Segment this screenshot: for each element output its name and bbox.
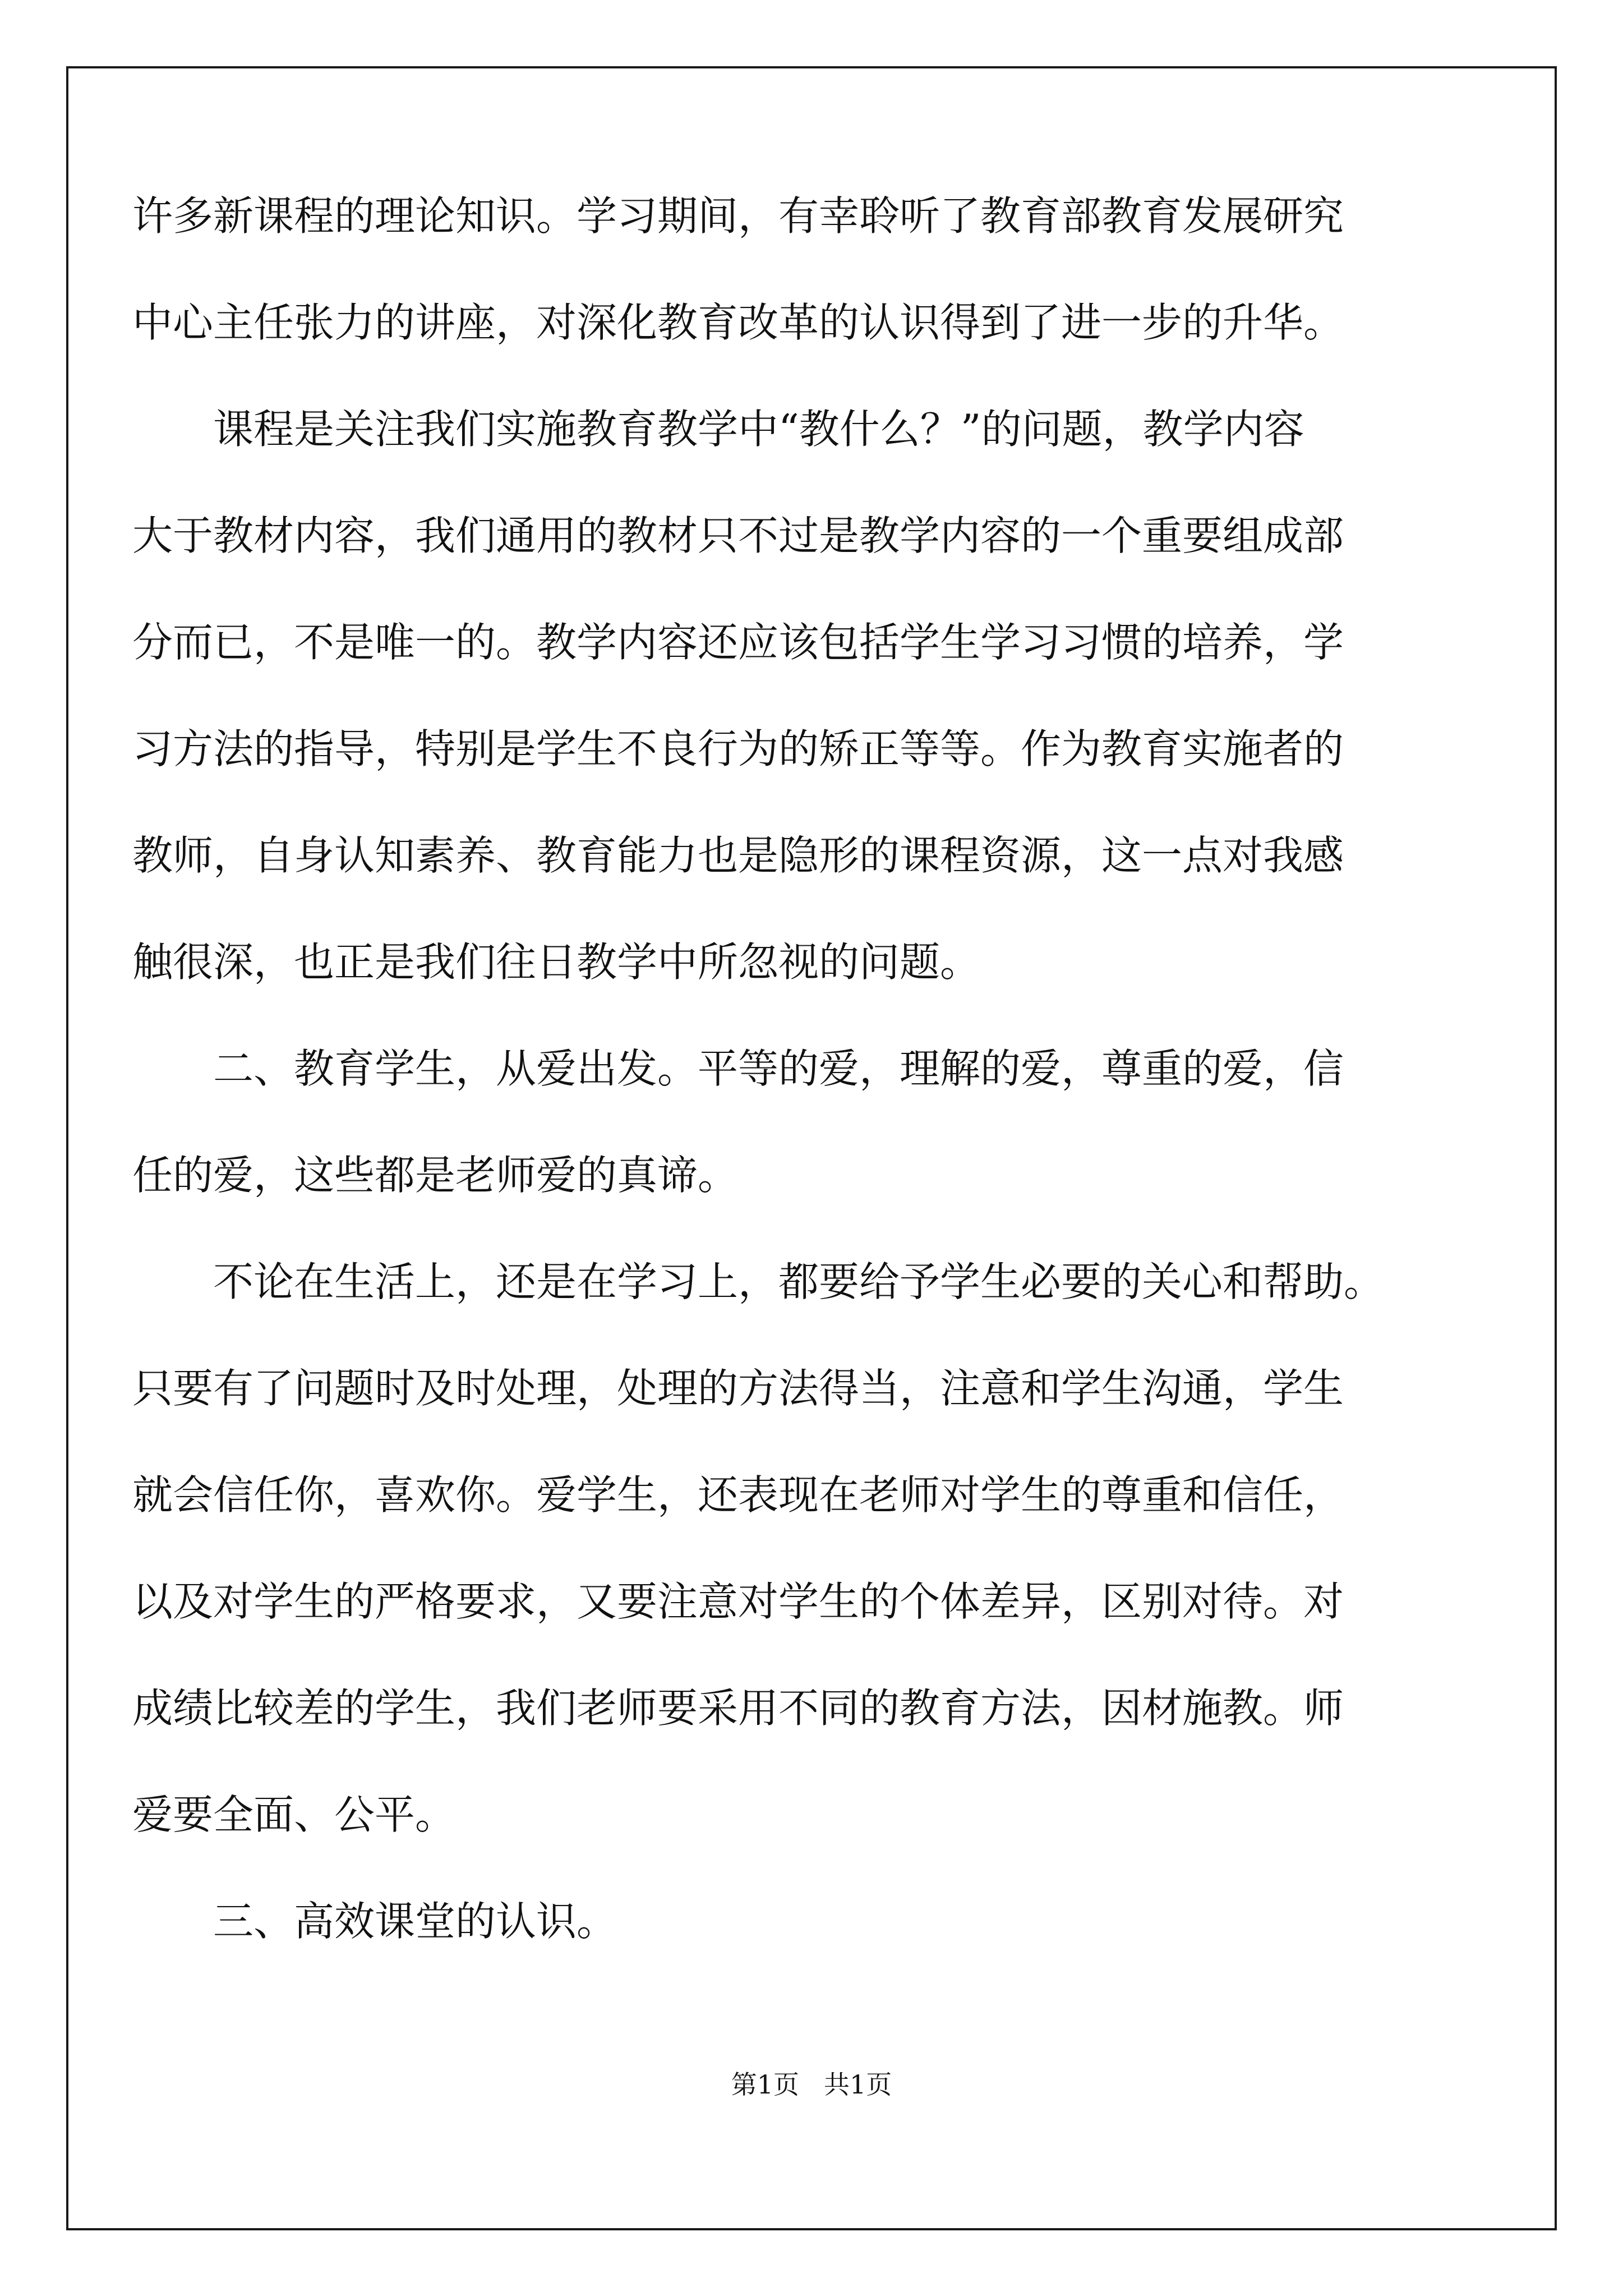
text-line: 任的爱，这些都是老师爱的真谛。 xyxy=(132,1152,739,1199)
text-line: 习方法的指导，特别是学生不良行为的矫正等等。作为教育实施者的 xyxy=(132,725,1344,772)
document-body xyxy=(132,163,1490,1975)
text-line: 教师，自身认知素养、教育能力也是隐形的课程资源，这一点对我感 xyxy=(132,832,1344,879)
text-line: 触很深，也正是我们往日教学中所忽视的问题。 xyxy=(132,938,981,986)
paragraph xyxy=(132,1015,1490,1228)
text-line: 以及对学生的严格要求，又要注意对学生的个体差异，区别对待。对 xyxy=(132,1578,1344,1625)
text-line: 不论在生活上，还是在学习上，都要给予学生必要的关心和帮助。 xyxy=(213,1258,1385,1305)
text-line: 中心主任张力的讲座，对深化教育改革的认识得到了进一步的升华。 xyxy=(132,299,1344,346)
text-line: 只要有了问题时及时处理，处理的方法得当，注意和学生沟通，学生 xyxy=(132,1365,1344,1412)
paragraph xyxy=(132,1228,1490,1868)
text-line: 二、教育学生，从爱出发。平等的爱，理解的爱，尊重的爱，信 xyxy=(213,1045,1344,1092)
page-total: 共1页 xyxy=(824,2069,892,2100)
text-line: 就会信任你，喜欢你。爱学生，还表现在老师对学生的尊重和信任， xyxy=(132,1471,1344,1519)
text-line: 三、高效课堂的认识。 xyxy=(213,1898,617,1945)
text-line: 大于教材内容，我们通用的教材只不过是教学内容的一个重要组成部 xyxy=(132,512,1344,559)
page-number: 第1页 xyxy=(731,2069,799,2100)
paragraph xyxy=(132,1868,1490,1975)
text-line: 分而已，不是唯一的。教学内容还应该包括学生学习习惯的培养，学 xyxy=(132,619,1344,666)
paragraph xyxy=(132,376,1490,1015)
text-line: 爱要全面、公平。 xyxy=(132,1791,456,1838)
text-line: 许多新课程的理论知识。学习期间，有幸聆听了教育部教育发展研究 xyxy=(132,192,1344,240)
text-line: 成绩比较差的学生，我们老师要采用不同的教育方法，因材施教。师 xyxy=(132,1685,1344,1732)
text-line: 课程是关注我们实施教育教学中“教什么？”的问题，教学内容 xyxy=(213,406,1304,453)
paragraph xyxy=(132,163,1490,376)
page-footer xyxy=(0,2064,1623,2101)
